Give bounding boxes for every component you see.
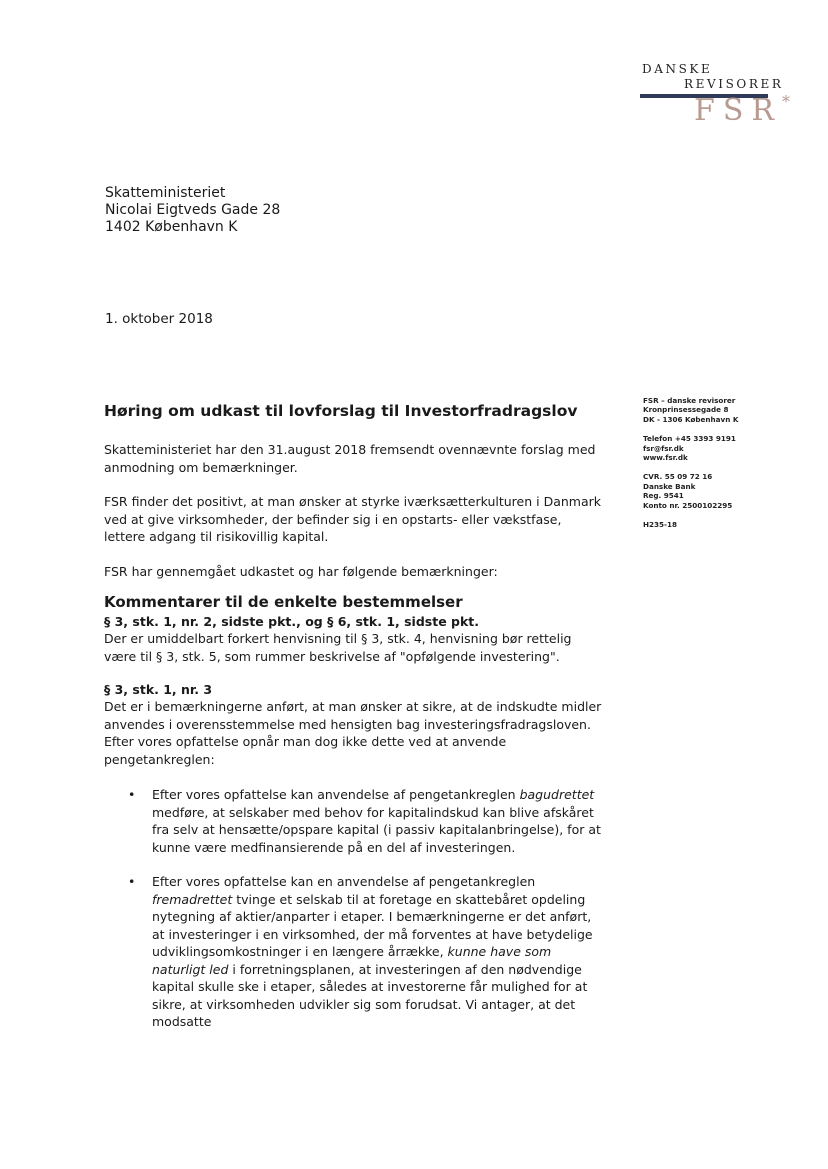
sender-bank: Danske Bank	[643, 481, 696, 491]
subsection-2-heading: § 3, stk. 1, nr. 3	[104, 682, 213, 697]
paragraph-1: Skatteministeriet har den 31.august 2018 fremsendt ovennævnte forslag med anmodning om bemærkninger.	[104, 442, 596, 475]
recipient-address	[105, 185, 280, 236]
bullet-2-emphasis-1: fremadrettet	[152, 891, 233, 907]
sender-name: FSR – danske revisorer	[643, 396, 736, 405]
bullet-1-emphasis: bagudrettet	[519, 787, 595, 802]
subsection-1-text: Der er umiddelbart forkert henvisning til § 3, stk. 4, henvisning bør rettelig være til § 3, stk. 5, som rummer beskrivelse af "opfølgende investering".	[104, 631, 572, 664]
letter-title: Høring om udkast til lovforslag til Investorfradragslov	[104, 402, 578, 420]
sender-phone: Telefon +45 3393 9191	[643, 434, 736, 444]
bullet-2-text-c: i forretningsplanen, at investeringen af den nødvendige kapital skulle ske i etaper, således at investorerne får mulighed for at sikre, at virksomheden udvikler sig som forudsat. Vi antager, at det modsatte	[152, 961, 588, 1029]
address-line-2: Nicolai Eigtveds Gade 28	[105, 202, 281, 218]
letter-body	[104, 401, 604, 1048]
sender-reg: Reg. 9541	[643, 491, 684, 501]
sender-account: Konto nr. 2500102295	[643, 500, 733, 510]
logo-mark-star: *	[781, 92, 790, 111]
bullet-1-text-b: medføre, at selskaber med behov for kapitalindskud kan blive afskåret fra selv at hensætte/opspare kapital (i passiv kapitalanbringelse), for at kunne være medfinansierende på en del af investeringen.	[152, 804, 601, 855]
logo-mark-text: FSR	[694, 93, 782, 128]
paragraph-2: FSR finder det positivt, at man ønsker at styrke iværksætterkulturen i Danmark ved at give virksomheder, der befinder sig i en opstarts- eller vækstfase, lettere adgang til risikovillig kapital.	[104, 494, 602, 544]
logo-line-revisorer: REVISORER	[684, 77, 784, 91]
reference-number: H235-18	[643, 520, 678, 530]
sender-city: DK - 1306 København K	[643, 414, 739, 424]
address-line-1: Skatteministeriet	[105, 185, 226, 201]
bullet-icon: •	[128, 874, 136, 889]
subsection-1-heading: § 3, stk. 1, nr. 2, sidste pkt., og § 6, stk. 1, sidste pkt.	[104, 614, 480, 629]
letter-date: 1. oktober 2018	[105, 311, 213, 327]
bullet-2-text-a: Efter vores opfattelse kan en anvendelse af pengetankreglen	[152, 874, 536, 889]
bullet-icon: •	[128, 787, 136, 802]
list-item	[104, 873, 604, 1031]
paragraph-3: FSR har gennemgået udkastet og har følgende bemærkninger:	[104, 563, 498, 579]
bullet-2-text-b: tvinge et selskab til at foretage en skattebåret opdeling nytegning af aktier/anparter i etaper. I bemærkningerne er det anført, at investeringer i en virksomhed, der må forventes at have betydelige udviklingsomkostninger i en længere årrække,	[152, 891, 593, 959]
sender-web: www.fsr.dk	[643, 453, 688, 463]
section-heading: Kommentarer til de enkelte bestemmelser	[104, 593, 463, 611]
address-line-3: 1402 København K	[105, 219, 238, 235]
sender-email: fsr@fsr.dk	[643, 443, 684, 453]
sender-street: Kronprinsessegade 8	[643, 405, 729, 415]
subsection-2-text: Det er i bemærkningerne anført, at man ønsker at sikre, at de indskudte midler anvendes i overensstemmelse med hensigten bag investeringsfradragsloven. Efter vores opfattelse opnår man dog ikke dette ved at anvende pengetankreglen:	[104, 699, 602, 767]
sender-info-sidebar	[643, 396, 738, 539]
sender-cvr: CVR. 55 09 72 16	[643, 472, 713, 482]
logo-mark	[694, 92, 790, 128]
list-item	[104, 786, 604, 856]
bullet-list	[104, 786, 604, 1031]
logo-line-danske: DANSKE	[642, 62, 713, 76]
bullet-1-text-a: Efter vores opfattelse kan anvendelse af pengetankreglen	[152, 787, 520, 802]
bullet-2-emphasis-2: kunne have som naturligt led	[152, 944, 552, 977]
